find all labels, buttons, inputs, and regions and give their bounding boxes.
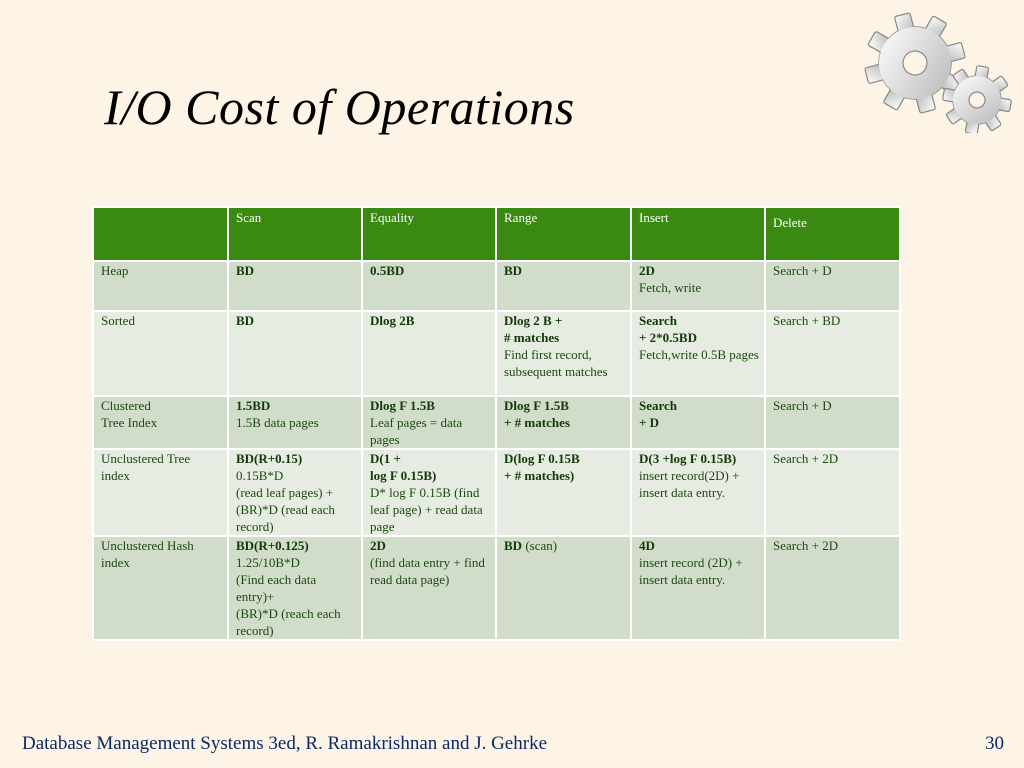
- cell-insert: [631, 536, 765, 640]
- cell-equality: [362, 261, 496, 311]
- cell-text: BD: [236, 263, 255, 278]
- cell-file: [93, 536, 228, 640]
- cell-file: [93, 311, 228, 396]
- cell-scan: [228, 311, 362, 396]
- cell-text: (find data entry + find read data page): [370, 555, 485, 587]
- cell-text: Search + 2D: [773, 538, 839, 553]
- cell-text: Sorted: [101, 313, 135, 328]
- cell-scan: [228, 396, 362, 449]
- cell-text: Search + 2D: [773, 451, 839, 466]
- cell-text: Heap: [101, 263, 129, 278]
- cell-range: [496, 396, 631, 449]
- table-header-row: [93, 207, 900, 261]
- cell-insert: [631, 311, 765, 396]
- cell-text: BD: [504, 538, 523, 553]
- cell-equality: [362, 536, 496, 640]
- cell-text: (read leaf pages) + (BR)*D (read each record): [236, 485, 335, 534]
- cell-text: Search: [639, 313, 678, 328]
- cell-equality: [362, 449, 496, 536]
- cell-text: log F 0.15B): [370, 468, 437, 483]
- cell-delete: [765, 311, 900, 396]
- table-row: [93, 396, 900, 449]
- header-scan: Scan: [228, 207, 362, 261]
- header-range: Range: [496, 207, 631, 261]
- cell-range: [496, 261, 631, 311]
- header-insert: Insert: [631, 207, 765, 261]
- cell-text: Tree Index: [101, 415, 158, 430]
- cell-text: + # matches: [504, 415, 570, 430]
- cell-range: [496, 311, 631, 396]
- slide-title: I/O Cost of Operations: [104, 79, 575, 135]
- cell-scan: [228, 261, 362, 311]
- cell-text: (Find each data entry)+: [236, 572, 317, 604]
- table-row: [93, 449, 900, 536]
- cell-insert: [631, 396, 765, 449]
- cell-text: Dlog 2 B +: [504, 313, 563, 328]
- cell-text: + # matches): [504, 468, 575, 483]
- cell-range: [496, 449, 631, 536]
- cell-text: 0.15B*D: [236, 468, 284, 483]
- table-row: [93, 311, 900, 396]
- cell-text: (scan): [522, 538, 558, 553]
- cell-text: Unclustered Tree index: [101, 451, 191, 483]
- cell-text: Leaf pages = data pages: [370, 415, 463, 447]
- cell-text: D(3 +log F 0.15B): [639, 451, 737, 466]
- gears-icon: [855, 8, 1020, 133]
- cell-text: 2D: [639, 263, 655, 278]
- cell-text: BD(R+0.125): [236, 538, 309, 553]
- header-delete: Delete: [765, 207, 900, 261]
- cell-text: Dlog F 1.5B: [504, 398, 569, 413]
- cell-text: Search + D: [773, 263, 832, 278]
- cell-text: Search + BD: [773, 313, 841, 328]
- cell-text: Search: [639, 398, 678, 413]
- header-equality: Equality: [362, 207, 496, 261]
- cell-delete: [765, 449, 900, 536]
- cell-text: Search + D: [773, 398, 832, 413]
- cell-text: 4D: [639, 538, 655, 553]
- page-number: 30: [985, 733, 1004, 754]
- cell-text: + D: [639, 415, 660, 430]
- cell-insert: [631, 449, 765, 536]
- table-row: [93, 536, 900, 640]
- cell-insert: [631, 261, 765, 311]
- cell-equality: [362, 311, 496, 396]
- cell-equality: [362, 396, 496, 449]
- cell-scan: [228, 449, 362, 536]
- cell-text: Find first record, subsequent matches: [504, 347, 608, 379]
- cell-text: (BR)*D (reach each record): [236, 606, 341, 638]
- cell-text: BD: [504, 263, 523, 278]
- cell-text: D* log F 0.15B (find leaf page) + read data page: [370, 485, 483, 534]
- cell-file: [93, 261, 228, 311]
- cell-text: Dlog F 1.5B: [370, 398, 435, 413]
- cell-text: Fetch,write 0.5B pages: [639, 347, 759, 362]
- cell-text: Dlog 2B: [370, 313, 415, 328]
- cell-text: 2D: [370, 538, 386, 553]
- header-file-type: [93, 207, 228, 261]
- cell-text: BD(R+0.15): [236, 451, 303, 466]
- cell-file: [93, 396, 228, 449]
- cell-file: [93, 449, 228, 536]
- cell-text: # matches: [504, 330, 560, 345]
- table-row: [93, 261, 900, 311]
- cell-text: BD: [236, 313, 255, 328]
- cell-text: + 2*0.5BD: [639, 330, 697, 345]
- cell-text: D(log F 0.15B: [504, 451, 580, 466]
- cell-text: 0.5BD: [370, 263, 405, 278]
- cell-text: insert record (2D) + insert data entry.: [639, 555, 743, 587]
- cell-text: 1.5BD: [236, 398, 271, 413]
- cell-text: Fetch, write: [639, 280, 702, 295]
- cell-text: Unclustered Hash index: [101, 538, 194, 570]
- slide-footer: Database Management Systems 3ed, R. Ramakrishnan and J. Gehrke: [22, 733, 548, 754]
- cell-delete: [765, 536, 900, 640]
- cell-text: 1.25/10B*D: [236, 555, 300, 570]
- cell-text: insert record(2D) + insert data entry.: [639, 468, 740, 500]
- cell-text: Clustered: [101, 398, 151, 413]
- cell-text: 1.5B data pages: [236, 415, 319, 430]
- cell-delete: [765, 396, 900, 449]
- cell-delete: [765, 261, 900, 311]
- cell-scan: [228, 536, 362, 640]
- io-cost-table: [92, 206, 901, 641]
- cell-text: D(1 +: [370, 451, 401, 466]
- cell-range: [496, 536, 631, 640]
